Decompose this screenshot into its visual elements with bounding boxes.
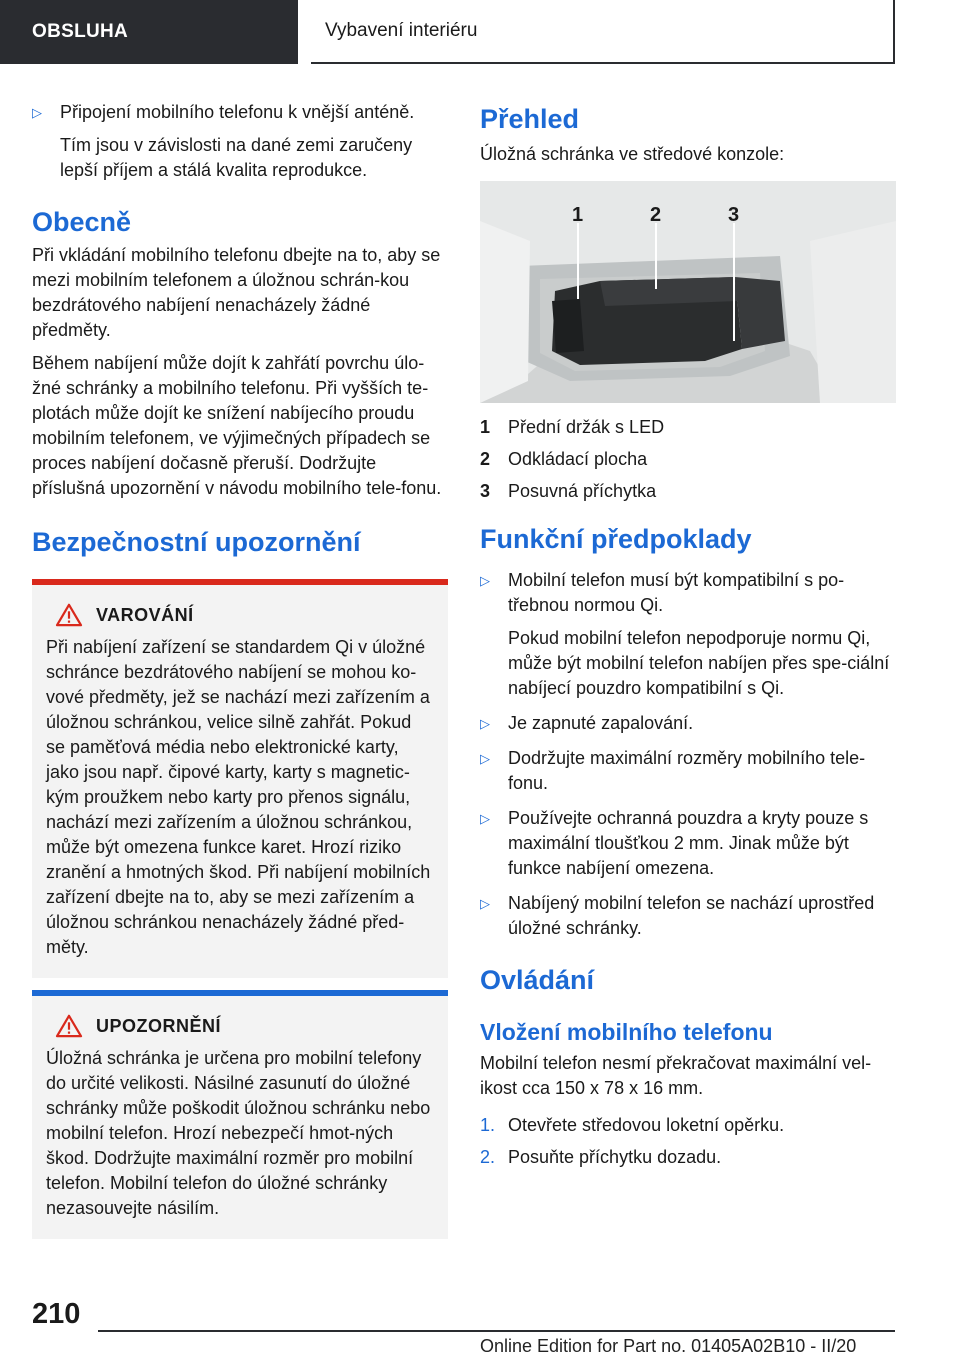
chapter-title: Vybavení interiéru <box>311 0 895 64</box>
right-column <box>480 100 896 1177</box>
subheading-insert-phone: Vložení mobilního telefonu <box>480 1019 773 1045</box>
caution-text: Úložná schránka je určena pro mobilní telefony do určité velikosti. Násilné zasunutí do úložné schránky může poškodit úložnou schránku nebo mobilní telefon. Hrozí nebezpečí hmot-ných škod. Dodržujte maximální rozměr pro mobilní telefon. Mobilní telefon do úložné schránky nezasouvejte násilím. <box>46 1048 431 1218</box>
caution-box <box>32 990 448 1239</box>
bullet-text: Připojení mobilního telefonu k vnější anténě. <box>60 102 415 122</box>
caution-triangle-icon <box>54 1014 84 1038</box>
overview-intro: Úložná schránka ve středové konzole: <box>480 144 785 164</box>
operation-intro: Mobilní telefon nesmí překračovat maximální vel-ikost cca 150 x 78 x 16 mm. <box>480 1053 872 1098</box>
list-item <box>32 100 448 183</box>
legend-item: 1 Přední držák s LED <box>480 417 665 437</box>
warning-triangle-icon <box>54 603 84 627</box>
legend-item: 2 Odkládací plocha <box>480 449 648 469</box>
list-item: ▷ Mobilní telefon musí být kompatibilní s po-třebnou normou Qi. Pokud mobilní telefon nepodporuje normu Qi, může být mobilní telefon nabíjen přes spe-ciální nabíjecí pouzdro kompatibilní s Qi. <box>480 568 896 701</box>
section-heading-general: Obecně <box>32 207 132 237</box>
page-header <box>0 0 960 66</box>
caution-title: UPOZORNĚNÍ <box>96 1015 222 1036</box>
triangle-right-icon: ▷ <box>32 105 42 120</box>
warning-box <box>32 579 448 978</box>
step-item: 2. Posuňte příchytku dozadu. <box>480 1147 722 1167</box>
step-item: 1. Otevřete středovou loketní opěrku. <box>480 1115 785 1135</box>
section-label: OBSLUHA <box>0 0 298 64</box>
footer-divider <box>98 1330 895 1332</box>
general-paragraph-1: Při vkládání mobilního telefonu dbejte na to, aby se mezi mobilním telefonem a úložnou schrán-kou bezdrátového nabíjení nenacházely žádné předměty. <box>32 245 441 340</box>
triangle-right-icon: ▷ <box>480 811 490 826</box>
steps-list <box>480 1113 896 1170</box>
console-storage-illustration <box>480 181 896 403</box>
figure-legend <box>480 415 896 504</box>
list-item: ▷ Používejte ochranná pouzdra a kryty pouze s maximální tloušťkou 2 mm. Jinak může být funkce nabíjení omezena. <box>480 806 896 881</box>
callout-3: 3 <box>728 204 740 226</box>
section-heading-requirements: Funkční předpoklady <box>480 524 752 554</box>
list-item: ▷ Je zapnuté zapalování. <box>480 711 896 736</box>
triangle-right-icon: ▷ <box>480 896 490 911</box>
console-storage-figure <box>480 181 896 403</box>
bullet-subtext: Tím jsou v závislosti na dané zemi zaručeny lepší příjem a stálá kvalita reprodukce. <box>60 135 413 180</box>
warning-text: Při nabíjení zařízení se standardem Qi v úložné schránce bezdrátového nabíjení se mohou ko-vové předměty, jež se nachází mezi zařízením a úložnou schránkou, velice silně zahřát. Pokud se paměťová média nebo elektronické karty, jako jsou např. čipové karty, karty s magnetic-kým proužkem nebo karty pro přenos signálu, nachází mezi zařízením a úložnou schránkou, může být omezena funkce karet. Hrozí riziko zranění a hmotných škod. Při nabíjení mobilních zařízení dbejte na to, aby se mezi zařízením a úložnou schránkou nenacházely žádné před-měty. <box>46 637 431 957</box>
triangle-right-icon: ▷ <box>480 573 490 588</box>
edition-text: Online Edition for Part no. 01405A02B10 - II/20 <box>480 1336 857 1356</box>
list-item: ▷ Nabíjený mobilní telefon se nachází uprostřed úložné schránky. <box>480 891 896 941</box>
page-number: 210 <box>32 1298 81 1330</box>
triangle-right-icon: ▷ <box>480 716 490 731</box>
general-paragraph-2: Během nabíjení může dojít k zahřátí povrchu úlo-žné schránky a mobilního telefonu. Při vyšších te-plotách může dojít ke snížení nabíjecího proudu mobilním telefonem, ve výjimečných případech se proces nabíjení dočasně přeruší. Dodržujte příslušná upozornění v návodu mobilního tele-fonu. <box>32 353 442 498</box>
legend-item: 3 Posuvná příchytka <box>480 481 657 501</box>
section-heading-overview: Přehled <box>480 104 580 134</box>
section-heading-operation: Ovládání <box>480 965 595 995</box>
list-item: ▷ Dodržujte maximální rozměry mobilního tele-fonu. <box>480 746 896 796</box>
section-heading-safety: Bezpečnostní upozornění <box>32 527 361 557</box>
callout-2: 2 <box>650 204 662 226</box>
warning-title: VAROVÁNÍ <box>96 604 194 625</box>
left-column <box>32 100 448 1239</box>
triangle-right-icon: ▷ <box>480 751 490 766</box>
callout-1: 1 <box>572 204 584 226</box>
